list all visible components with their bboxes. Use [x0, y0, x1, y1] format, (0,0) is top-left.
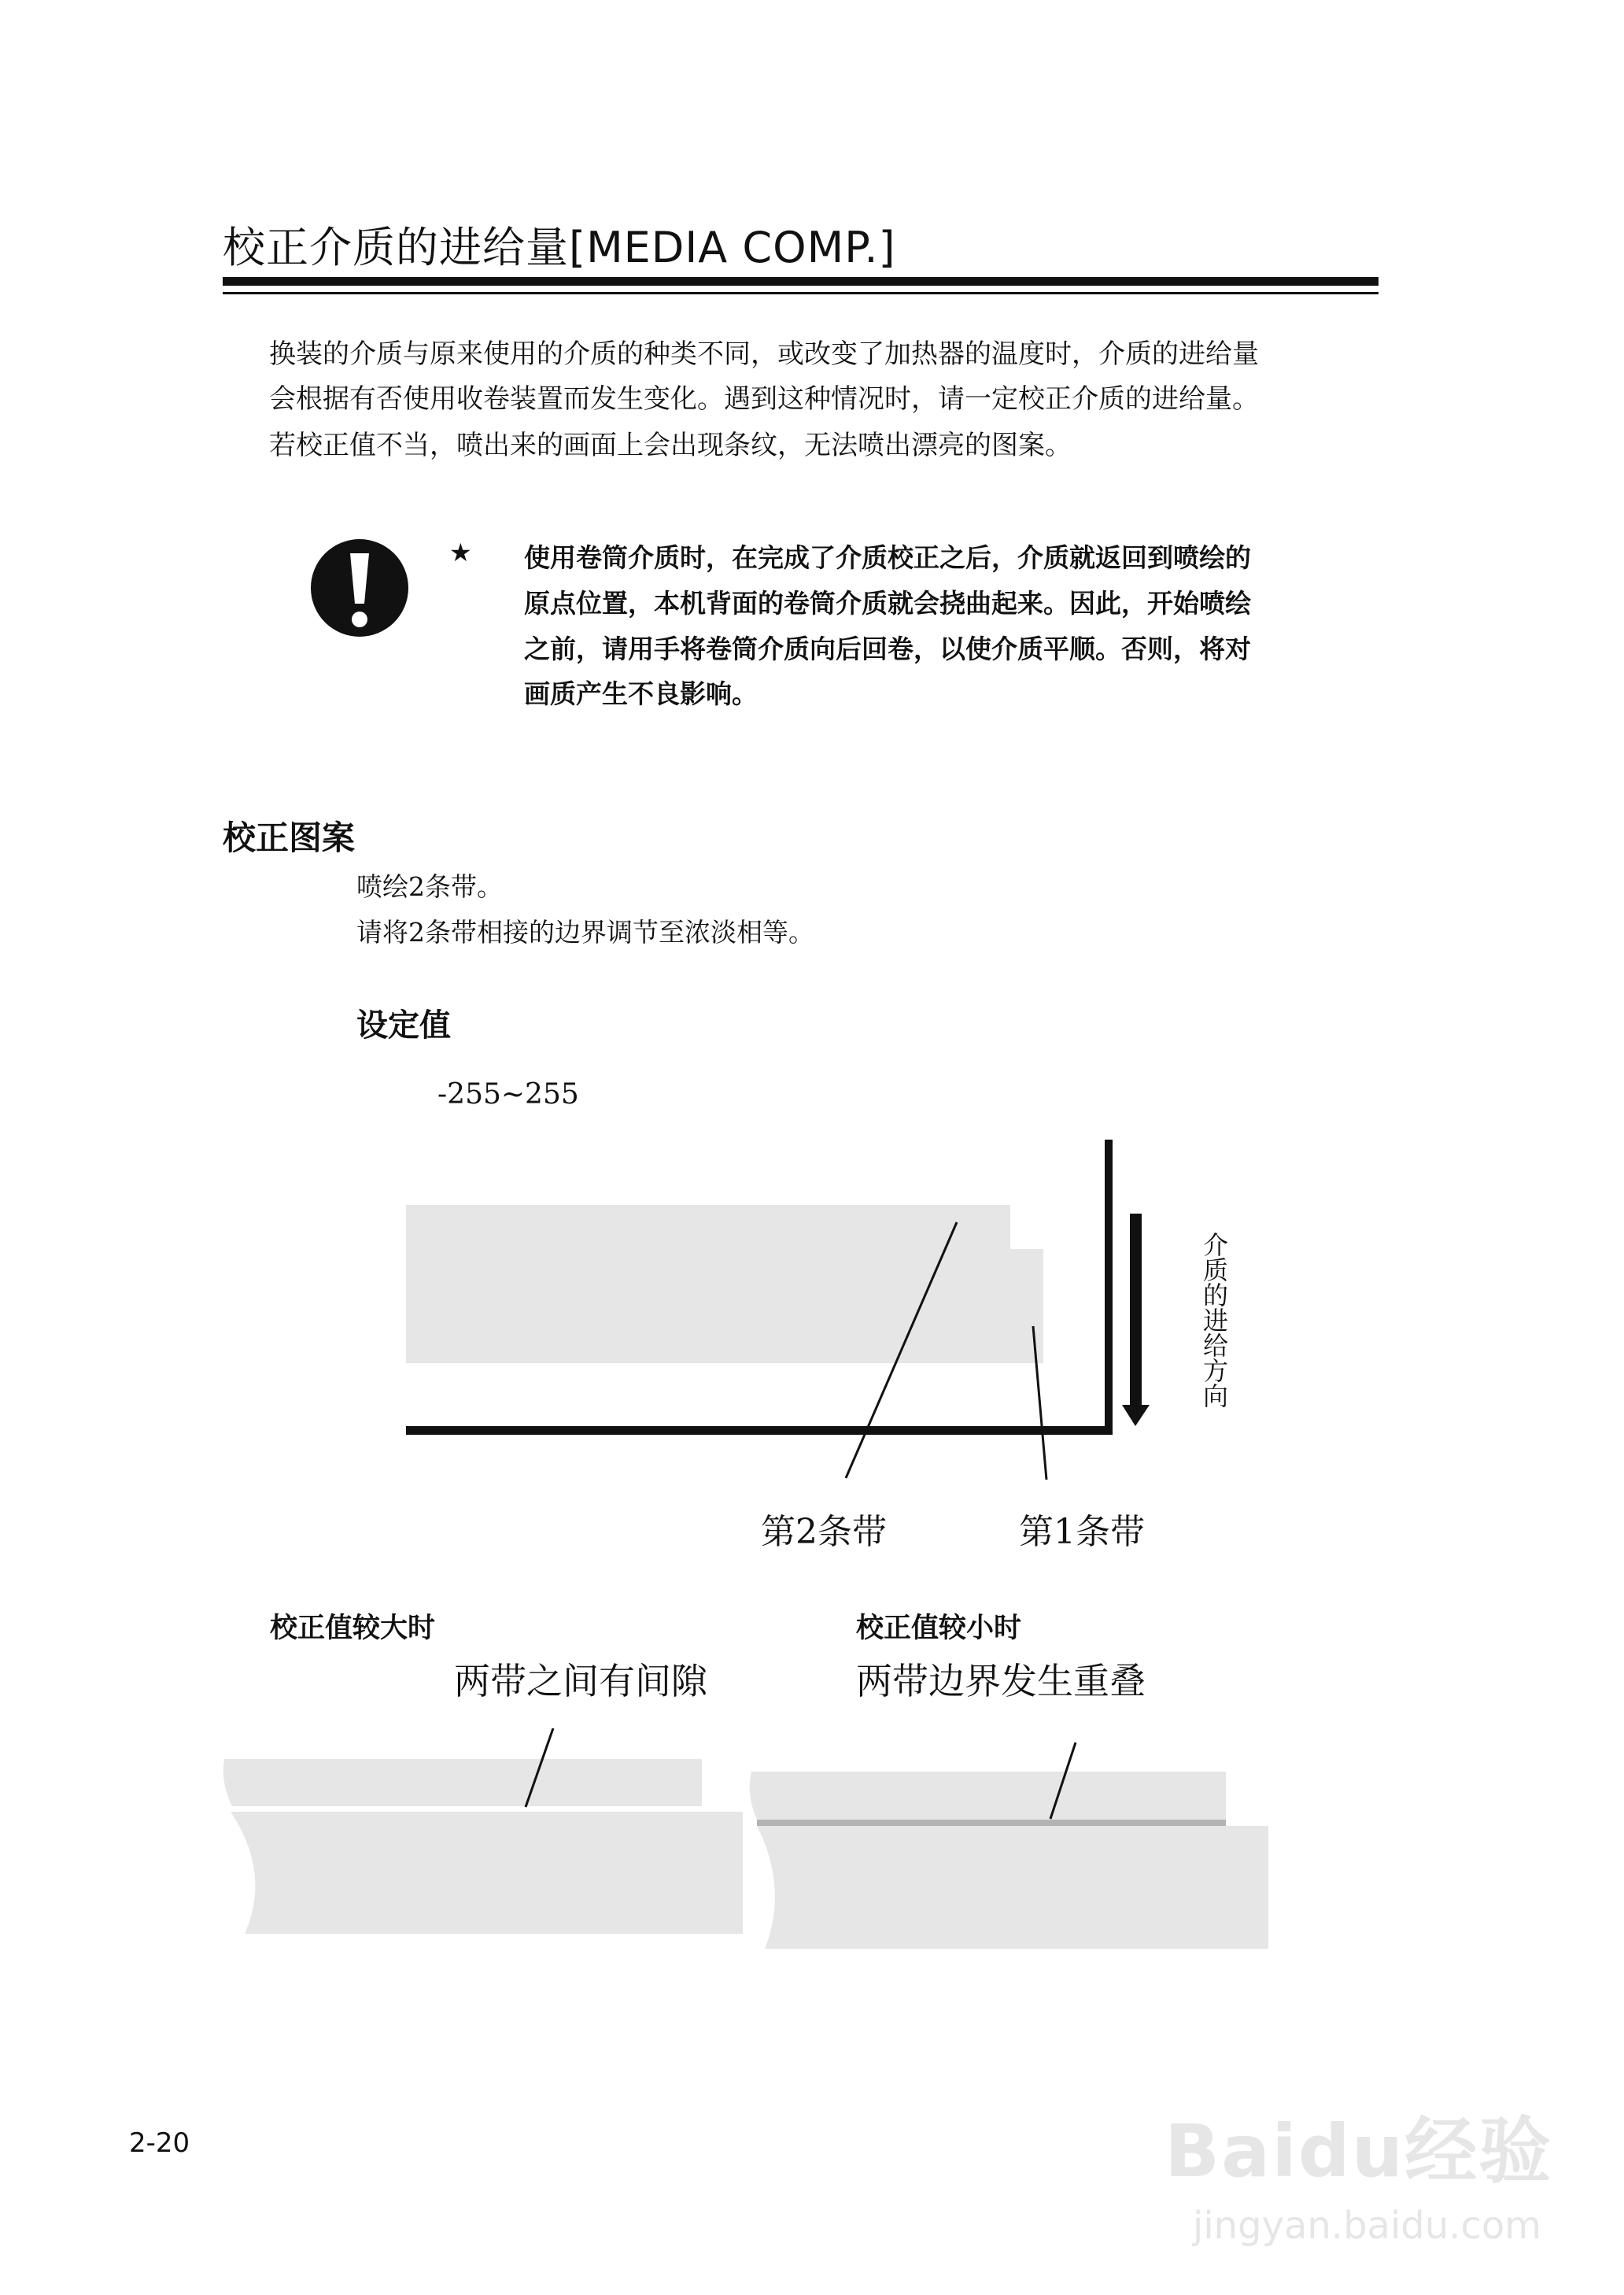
exclamation-circle-icon — [309, 538, 410, 638]
small-value-heading: 校正值较小时 — [856, 1613, 1022, 1644]
band1-leader — [1033, 1326, 1046, 1480]
intro-line-1: 换装的介质与原来使用的介质的种类不同，或改变了加热器的温度时，介质的进给量 — [269, 338, 1259, 370]
small-value-diagram — [750, 1743, 1268, 1949]
feed-diagram — [406, 1140, 1150, 1480]
feed-direction-label: 介质的进给方向 — [1199, 1232, 1229, 1408]
band-2 — [406, 1205, 1043, 1363]
small-value-description: 两带边界发生重叠 — [856, 1660, 1146, 1702]
small-lower-band — [757, 1826, 1268, 1949]
note-line-1: 使用卷筒介质时，在完成了介质校正之后，介质就返回到喷绘的 — [524, 542, 1251, 573]
pattern-heading: 校正图案 — [223, 819, 356, 857]
large-gap-leader — [526, 1728, 553, 1807]
note-line-3: 之前，请用手将卷筒介质向后回卷，以使介质平顺。否则，将对 — [524, 634, 1251, 664]
large-lower-band — [231, 1812, 743, 1934]
intro-line-3: 若校正值不当，喷出来的画面上会出现条纹，无法喷出漂亮的图案。 — [269, 430, 1072, 461]
media-right-edge — [1105, 1140, 1113, 1435]
note-line-4: 画质产生不良影响。 — [524, 678, 758, 709]
watermark-url: jingyan.baidu.com — [1193, 2204, 1541, 2248]
large-value-heading: 校正值较大时 — [270, 1613, 436, 1644]
band1-label: 第1条带 — [1019, 1512, 1145, 1552]
pattern-line-1: 喷绘2条带。 — [356, 871, 503, 902]
note-star-icon: ★ — [449, 538, 472, 567]
feed-arrow-shaft — [1130, 1214, 1142, 1409]
large-value-diagram — [223, 1728, 743, 1934]
watermark-brand: Baidu经验 — [1164, 2109, 1553, 2193]
section-title: 校正介质的进给量[MEDIA COMP.] — [223, 223, 896, 272]
small-overlap-line — [757, 1820, 1226, 1826]
title-rule-thick — [223, 277, 1379, 286]
large-value-description: 两带之间有间隙 — [454, 1660, 707, 1702]
intro-line-2: 会根据有否使用收卷装置而发生变化。遇到这种情况时，请一定校正介质的进给量。 — [269, 383, 1259, 415]
media-bottom-edge — [406, 1426, 1113, 1435]
title-rule-thin — [223, 292, 1379, 294]
band2-leader — [846, 1222, 957, 1478]
page-number: 2-20 — [129, 2127, 190, 2159]
large-upper-band — [223, 1759, 702, 1806]
pattern-line-2: 请将2条带相接的边界调节至浓淡相等。 — [356, 917, 814, 948]
setting-range: -255~255 — [437, 1078, 579, 1111]
small-overlap-leader — [1050, 1743, 1076, 1819]
small-upper-band — [750, 1772, 1226, 1820]
note-line-2: 原点位置，本机背面的卷筒介质就会挠曲起来。因此，开始喷绘 — [524, 588, 1251, 619]
feed-arrow-head-icon — [1122, 1405, 1150, 1426]
band2-label: 第2条带 — [761, 1512, 887, 1552]
setting-heading: 设定值 — [356, 1007, 451, 1044]
